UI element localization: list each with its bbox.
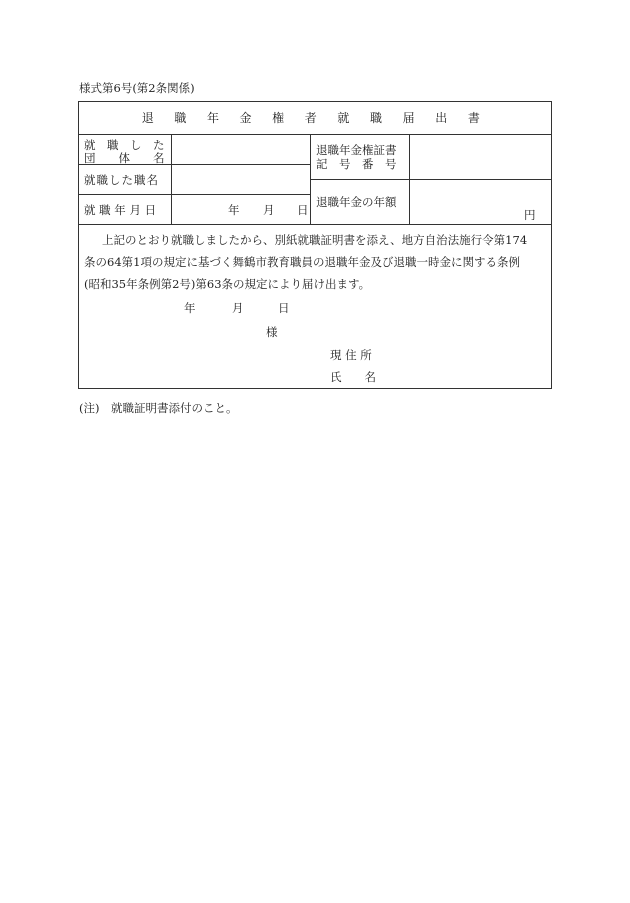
title-divider [78,134,552,135]
certificate-label-line1: 退職年金権証書 [316,143,397,157]
yen-unit: 円 [524,208,536,222]
job-date-year: 年 [228,203,240,217]
row-divider-right [310,179,552,180]
job-date-label: 就 職 年 月 日 [84,203,157,217]
row-divider-left-2 [78,194,310,195]
form-reference: 様式第6号(第2条関係) [79,81,195,95]
job-date-day: 日 [297,203,309,217]
table-bottom-divider [78,224,552,225]
employer-label-line1: 就 職 し た [84,138,165,152]
employer-label-line2: 団 体 名 [84,151,165,165]
addressee-suffix: 様 [266,325,278,339]
col-divider-right [409,134,410,224]
submission-date-year: 年 [184,301,196,315]
col-divider-left [171,134,172,224]
job-title-label: 就職した職名 [84,173,159,187]
name-label: 氏 名 [330,370,376,384]
certificate-label-line2: 記 号 番 号 [316,157,397,171]
submission-date-month: 月 [232,301,244,315]
body-line-1: 上記のとおり就職しましたから、別紙就職証明書を添え、地方自治法施行令第174 [102,233,528,247]
body-line-2: 条の64第1項の規定に基づく舞鶴市教育職員の退職年金及び退職一時金に関する条例 [84,255,520,269]
pension-amount-label: 退職年金の年額 [316,195,397,209]
submission-date-day: 日 [278,301,290,315]
footnote: (注) 就職証明書添付のこと。 [79,401,238,415]
job-date-month: 月 [263,203,275,217]
form-title: 退 職 年 金 権 者 就 職 届 出 書 [141,111,489,125]
col-divider-middle [310,134,311,224]
body-line-3: (昭和35年条例第2号)第63条の規定により届け出ます。 [84,277,371,291]
address-label: 現 住 所 [330,348,372,362]
